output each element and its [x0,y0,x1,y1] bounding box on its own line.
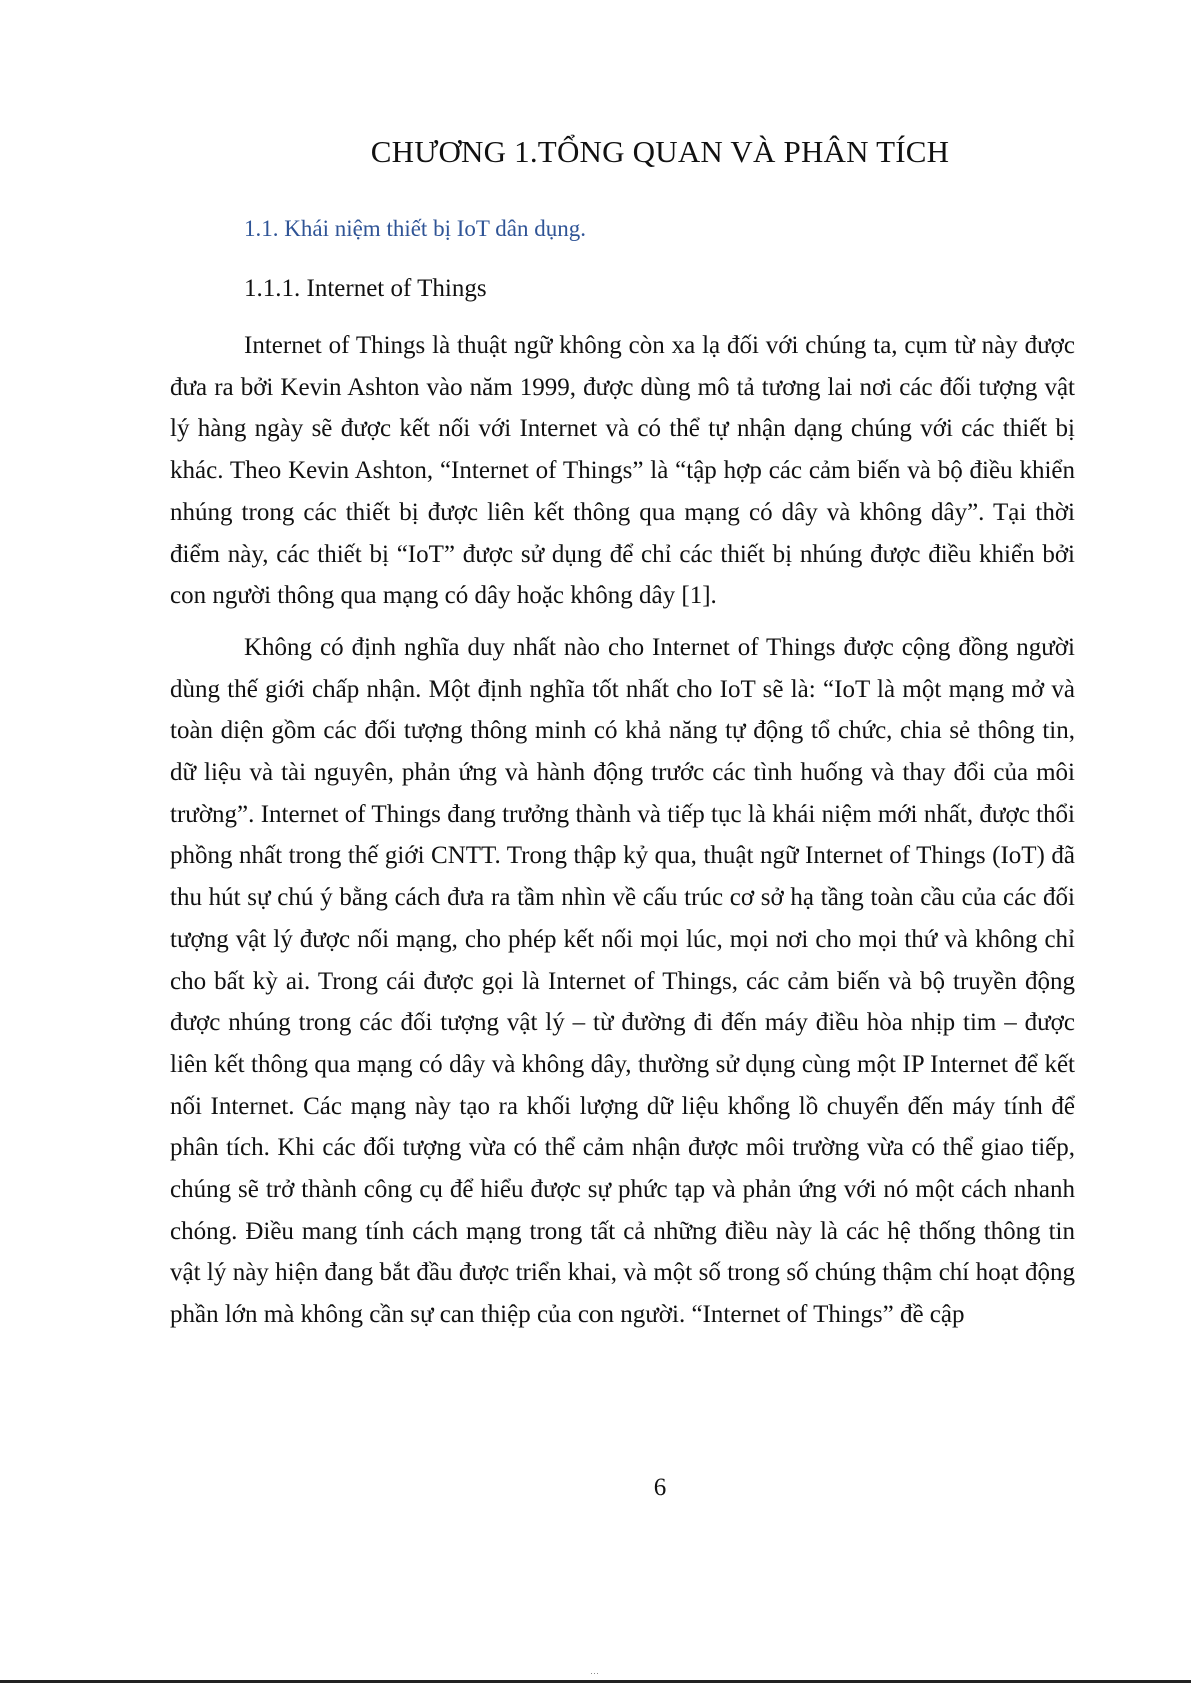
subsection-heading: 1.1.1. Internet of Things [244,275,487,302]
paragraph-2: Không có định nghĩa duy nhất nào cho Internet of Things được cộng đồng người dùng thế giới chấp nhận. Một định nghĩa tốt nhất cho IoT sẽ là: “IoT là một mạng mở và toàn diện gồm các đối tượng thông minh có khả năng tự động tổ chức, chia sẻ thông tin, dữ liệu và tài nguyên, phản ứng và hành động trước các tình huống và thay đổi của môi trường”. Internet of Things đang trưởng thành và tiếp tục là khái niệm mới nhất, được thổi phồng nhất trong thế giới CNTT. Trong thập kỷ qua, thuật ngữ Internet of Things (IoT) đã thu hút sự chú ý bằng cách đưa ra tầm nhìn về cấu trúc cơ sở hạ tầng toàn cầu của các đối tượng vật lý được nối mạng, cho phép kết nối mọi lúc, mọi nơi cho mọi thứ và không chỉ cho bất kỳ ai. Trong cái được gọi là Internet of Things, các cảm biến và bộ truyền động được nhúng trong các đối tượng vật lý – từ đường đi đến máy điều hòa nhịp tim – được liên kết thông qua mạng có dây và không dây, thường sử dụng cùng một IP Internet để kết nối Internet. Các mạng này tạo ra khối lượng dữ liệu khổng lồ chuyển đến máy tính để phân tích. Khi các đối tượng vừa có thể cảm nhận được môi trường vừa có thể giao tiếp, chúng sẽ trở thành công cụ để hiểu được sự phức tạp và phản ứng với nó một cách nhanh chóng. Điều mang tính cách mạng trong tất cả những điều này là các hệ thống thông tin vật lý này hiện đang bắt đầu được triển khai, và một số trong số chúng thậm chí hoạt động phần lớn mà không cần sự can thiệp của con người. “Internet of Things” đề cập [170,633,1075,1329]
page-number: 6 [653,1474,667,1501]
section-heading: 1.1. Khái niệm thiết bị IoT dân dụng. [244,216,586,241]
bottom-text-fragment: ··· [590,1668,599,1678]
bottom-rule [0,1680,1191,1683]
chapter-title: CHƯƠNG 1.TỔNG QUAN VÀ PHÂN TÍCH [370,134,950,169]
paragraph-1: Internet of Things là thuật ngữ không còn xa lạ đối với chúng ta, cụm từ này được đưa ra bởi Kevin Ashton vào năm 1999, được dùng mô tả tương lai nơi các đối tượng vật lý hàng ngày sẽ được kết nối với Internet và có thể tự nhận dạng chúng với các thiết bị khác. Theo Kevin Ashton, “Internet of Things” là “tập hợp các cảm biến và bộ điều khiển nhúng trong các thiết bị được liên kết thông qua mạng có dây và không dây”. Tại thời điểm này, các thiết bị “IoT” được sử dụng để chỉ các thiết bị nhúng được điều khiển bởi con người thông qua mạng có dây hoặc không dây [1]. [170,332,1075,610]
body-text [170,325,1075,1336]
